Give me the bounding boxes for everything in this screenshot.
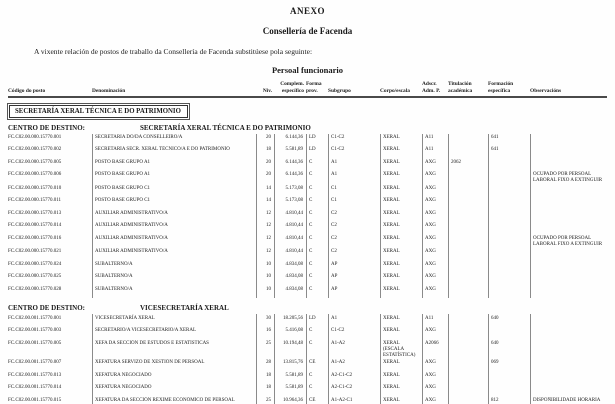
cell-denominacion: AUXILIAR ADMINISTRATIVO/A <box>92 235 256 248</box>
cell-niv: 16 <box>256 327 274 340</box>
section-box-header: SECRETARÍA XERAL TÉCNICA E DO PATRIMONIO <box>9 105 188 118</box>
cell-denominacion: SUBALTERNO/A <box>92 286 256 299</box>
header-subgrupo: Subgrupo <box>328 87 351 94</box>
cell-adscr: AXG <box>422 222 448 235</box>
cell-adscr: AXG <box>422 184 448 197</box>
table-row <box>8 248 607 261</box>
table-row <box>8 235 607 248</box>
cell-formacion: 812 <box>488 397 530 404</box>
cell-observacions <box>530 210 607 223</box>
table-row <box>8 171 607 184</box>
header-complem: Complem. específico <box>280 81 304 94</box>
table-row <box>8 359 607 372</box>
cell-titulacion <box>448 397 488 404</box>
cell-titulacion <box>448 261 488 274</box>
table-row <box>8 286 607 299</box>
cell-denominacion: XEFATURA SERVIZO DE XESTIÓN DE PERSOAL <box>92 359 256 372</box>
centro-name: VICESECRETARÍA XERAL <box>140 304 229 313</box>
table-row <box>8 384 607 397</box>
cell-titulacion <box>448 314 488 327</box>
cell-forma: C <box>306 340 328 359</box>
cell-niv: 25 <box>256 340 274 359</box>
cell-forma: CE <box>306 359 328 372</box>
cell-forma: C <box>306 235 328 248</box>
cell-formacion <box>488 273 530 286</box>
cell-corpo: XERAL <box>380 222 422 235</box>
cell-codigo: FC.C02.00.000.15770.016 <box>8 236 62 242</box>
cell-forma: C <box>306 184 328 197</box>
cell-observacions <box>530 261 607 274</box>
cell-complem: 10.964,36 <box>274 397 306 404</box>
cell-corpo: XERAL <box>380 171 422 184</box>
cell-observacions <box>530 273 607 286</box>
table-header <box>8 81 607 98</box>
cell-forma: C <box>306 273 328 286</box>
cell-denominacion: XEFATURA NEGOCIADO <box>92 384 256 397</box>
header-formacion: Formación específica <box>488 81 514 94</box>
cell-niv: 18 <box>256 384 274 397</box>
personnel-section-title: Persoal funcionario <box>271 65 344 75</box>
centro-label: CENTRO DE DESTINO: <box>8 123 86 132</box>
cell-formacion <box>488 327 530 340</box>
header-denominacion: Denominación <box>92 87 126 94</box>
cell-titulacion <box>448 340 488 359</box>
cell-denominacion: AUXILIAR ADMINISTRATIVO/A <box>92 222 256 235</box>
cell-titulacion <box>448 235 488 248</box>
table-row <box>8 134 607 147</box>
cell-denominacion: POSTO BASE GRUPO C1 <box>92 197 256 210</box>
table-row <box>8 340 607 359</box>
cell-forma: LD <box>306 146 328 159</box>
cell-denominacion: POSTO BASE GRUPO C1 <box>92 184 256 197</box>
cell-denominacion: SUBALTERNO/A <box>92 261 256 274</box>
cell-titulacion <box>448 384 488 397</box>
cell-titulacion <box>448 184 488 197</box>
cell-codigo: FC.C02.00.001.15770.013 <box>8 372 62 378</box>
cell-corpo: XERAL <box>380 273 422 286</box>
section-vicesecretaria-xeral <box>8 304 607 404</box>
cell-formacion <box>488 286 530 299</box>
header-forma: Forma prov. <box>306 81 322 94</box>
cell-formacion <box>488 261 530 274</box>
cell-formacion: 641 <box>488 146 530 159</box>
cell-codigo: FC.C02.00.000.15770.002 <box>8 147 62 153</box>
cell-corpo: XERAL <box>380 235 422 248</box>
cell-niv: 14 <box>256 197 274 210</box>
centro-label: CENTRO DE DESTINO: <box>8 304 86 313</box>
cell-subgrupo: AP <box>328 273 380 286</box>
cell-niv: 20 <box>256 134 274 147</box>
cell-complem: 4.810,44 <box>274 235 306 248</box>
cell-adscr: AXG <box>422 286 448 299</box>
cell-titulacion <box>448 146 488 159</box>
cell-complem: 5.581,89 <box>274 371 306 384</box>
cell-niv: 28 <box>256 359 274 372</box>
cell-subgrupo: A1 <box>328 171 380 184</box>
cell-adscr: A2066 <box>422 340 448 359</box>
cell-formacion: 069 <box>488 359 530 372</box>
cell-adscr: AXG <box>422 371 448 384</box>
cell-codigo: FC.C02.00.000.15770.014 <box>8 223 62 229</box>
cell-corpo: XERAL (ESCALA ESTATÍSTICA) <box>380 340 422 359</box>
cell-forma: CE <box>306 397 328 404</box>
cell-niv: 10 <box>256 273 274 286</box>
cell-titulacion <box>448 248 488 261</box>
cell-niv: 10 <box>256 286 274 299</box>
cell-formacion <box>488 210 530 223</box>
cell-niv: 20 <box>256 171 274 184</box>
cell-complem: 4.810,44 <box>274 210 306 223</box>
cell-adscr: AXG <box>422 397 448 404</box>
table-row <box>8 397 607 404</box>
cell-corpo: XERAL <box>380 248 422 261</box>
cell-complem: 4.810,44 <box>274 248 306 261</box>
table-row <box>8 261 607 274</box>
cell-adscr: A11 <box>422 134 448 147</box>
cell-codigo: FC.C02.00.000.15770.024 <box>8 261 62 267</box>
cell-observacions <box>530 197 607 210</box>
cell-subgrupo: C2 <box>328 248 380 261</box>
cell-subgrupo: C2 <box>328 210 380 223</box>
cell-formacion <box>488 235 530 248</box>
cell-subgrupo: C2 <box>328 235 380 248</box>
cell-denominacion: SECRETARIA DO/DA CONSELLEIRO/A <box>92 134 256 147</box>
centro-de-destino-row <box>8 124 607 132</box>
cell-codigo: FC.C02.00.000.15770.021 <box>8 249 62 255</box>
cell-subgrupo: AP <box>328 261 380 274</box>
table-row <box>8 314 607 327</box>
cell-corpo: XERAL <box>380 146 422 159</box>
cell-complem: 4.810,44 <box>274 222 306 235</box>
cell-complem: 6.144,36 <box>274 134 306 147</box>
cell-codigo: FC.C02.00.001.15770.005 <box>8 340 62 346</box>
cell-observacions <box>530 222 607 235</box>
cell-titulacion <box>448 359 488 372</box>
cell-formacion <box>488 248 530 261</box>
section-secretaria-xeral <box>8 124 607 299</box>
cell-observacions <box>530 314 607 327</box>
cell-titulacion <box>448 371 488 384</box>
cell-denominacion: SECRETARIO/A VICESECRETARIO/A XERAL <box>92 327 256 340</box>
table-row <box>8 197 607 210</box>
cell-corpo: XERAL <box>380 210 422 223</box>
cell-formacion <box>488 222 530 235</box>
cell-titulacion <box>448 210 488 223</box>
cell-forma: C <box>306 248 328 261</box>
cell-niv: 14 <box>256 184 274 197</box>
cell-denominacion: AUXILIAR ADMINISTRATIVO/A <box>92 248 256 261</box>
cell-codigo: FC.C02.00.001.15770.014 <box>8 385 62 391</box>
header-corpo: Corpo/escala <box>380 87 410 94</box>
cell-formacion: 640 <box>488 340 530 359</box>
cell-observacions <box>530 248 607 261</box>
table-rows-section-2 <box>8 314 607 404</box>
cell-complem: 5.416,08 <box>274 327 306 340</box>
cell-forma: C <box>306 222 328 235</box>
table-row <box>8 327 607 340</box>
cell-codigo: FC.C02.00.000.15770.001 <box>8 134 62 140</box>
cell-corpo: XERAL <box>380 184 422 197</box>
cell-adscr: AXG <box>422 159 448 172</box>
cell-observacions: OCUPADO POR PERSOAL LABORAL FIXO A EXTINGUIR <box>530 235 607 248</box>
cell-codigo: FC.C02.00.000.15770.006 <box>8 172 62 178</box>
cell-forma: LD <box>306 134 328 147</box>
cell-complem: 5.173,08 <box>274 197 306 210</box>
cell-complem: 13.815,76 <box>274 359 306 372</box>
cell-complem: 4.834,08 <box>274 273 306 286</box>
cell-titulacion <box>448 197 488 210</box>
cell-adscr: AXG <box>422 210 448 223</box>
cell-titulacion <box>448 286 488 299</box>
cell-observacions <box>530 340 607 359</box>
header-codigo: Código do posto <box>8 87 46 94</box>
cell-forma: C <box>306 286 328 299</box>
cell-subgrupo: A1 <box>328 314 380 327</box>
header-titulacion: Titulación académica <box>448 81 473 94</box>
cell-adscr: AXG <box>422 273 448 286</box>
cell-niv: 12 <box>256 235 274 248</box>
cell-observacions <box>530 184 607 197</box>
cell-adscr: AXG <box>422 171 448 184</box>
cell-formacion <box>488 384 530 397</box>
cell-forma: C <box>306 197 328 210</box>
cell-complem: 18.205,56 <box>274 314 306 327</box>
cell-codigo: FC.C02.00.000.15770.025 <box>8 274 62 280</box>
header-observacions: Observacións <box>530 87 562 94</box>
cell-adscr: A11 <box>422 146 448 159</box>
cell-complem: 10.194,48 <box>274 340 306 359</box>
cell-observacions <box>530 327 607 340</box>
cell-denominacion: AUXILIAR ADMINISTRATIVO/A <box>92 210 256 223</box>
cell-subgrupo: A2-C1-C2 <box>328 384 380 397</box>
cell-niv: 25 <box>256 397 274 404</box>
cell-adscr: AXG <box>422 327 448 340</box>
cell-corpo: XERAL <box>380 286 422 299</box>
cell-titulacion <box>448 273 488 286</box>
cell-adscr: AXG <box>422 359 448 372</box>
table-row <box>8 159 607 172</box>
cell-codigo: FC.C02.00.000.15770.010 <box>8 185 62 191</box>
cell-subgrupo: C1-C2 <box>328 134 380 147</box>
cell-formacion <box>488 159 530 172</box>
intro-text: A vixente relación de postos de traballo da Consellería de Facenda substitúese pola seguinte: <box>34 47 313 56</box>
cell-subgrupo: C1 <box>328 184 380 197</box>
cell-codigo: FC.C02.00.001.15770.003 <box>8 328 62 334</box>
cell-complem: 6.144,36 <box>274 171 306 184</box>
cell-observacions <box>530 134 607 147</box>
cell-codigo: FC.C02.00.000.15770.028 <box>8 287 62 292</box>
cell-corpo: XERAL <box>380 384 422 397</box>
cell-subgrupo: A2-C1-C2 <box>328 371 380 384</box>
cell-formacion <box>488 184 530 197</box>
cell-codigo: FC.C02.00.001.15770.015 <box>8 397 62 403</box>
table-row <box>8 371 607 384</box>
cell-observacions <box>530 286 607 299</box>
cell-corpo: XERAL <box>380 371 422 384</box>
cell-observacions <box>530 371 607 384</box>
cell-subgrupo: A1-A2 <box>328 340 380 359</box>
cell-niv: 12 <box>256 222 274 235</box>
cell-corpo: XERAL <box>380 314 422 327</box>
cell-subgrupo: A1 <box>328 159 380 172</box>
cell-adscr: AXG <box>422 261 448 274</box>
cell-observacions: DISPOÑIBILIDADE HORARIA <box>530 397 607 404</box>
cell-subgrupo: A1-A2-C1 <box>328 397 380 404</box>
centro-de-destino-row <box>8 304 607 312</box>
cell-forma: C <box>306 327 328 340</box>
document-title: ANEXO <box>289 6 325 16</box>
cell-forma: C <box>306 210 328 223</box>
cell-niv: 12 <box>256 210 274 223</box>
cell-forma: C <box>306 159 328 172</box>
cell-forma: C <box>306 384 328 397</box>
cell-niv: 20 <box>256 159 274 172</box>
cell-denominacion: XEFA DA SECCIÓN DE ESTUDOS E ESTATÍSTICAS <box>92 340 256 359</box>
header-adscr: Adscr. Adm. P. <box>422 81 441 94</box>
cell-observacions <box>530 359 607 372</box>
cell-denominacion: XEFATURA NEGOCIADO <box>92 371 256 384</box>
cell-formacion: 641 <box>488 134 530 147</box>
cell-observacions: OCUPADO POR PERSOAL LABORAL FIXO A EXTINGUIR <box>530 171 607 184</box>
cell-forma: C <box>306 171 328 184</box>
cell-forma: C <box>306 371 328 384</box>
cell-corpo: XERAL <box>380 261 422 274</box>
cell-adscr: AXG <box>422 235 448 248</box>
table-row <box>8 273 607 286</box>
cell-corpo: XERAL <box>380 134 422 147</box>
cell-niv: 18 <box>256 371 274 384</box>
cell-codigo: FC.C02.00.001.15770.007 <box>8 359 62 365</box>
cell-subgrupo: AP <box>328 286 380 299</box>
cell-formacion <box>488 171 530 184</box>
cell-niv: 12 <box>256 248 274 261</box>
cell-corpo: XERAL <box>380 327 422 340</box>
cell-corpo: XERAL <box>380 197 422 210</box>
cell-denominacion: SECRETARÍA SECR. XERAL TÉCNICO/A E DO PATRIMONIO <box>92 146 256 159</box>
cell-denominacion: VICESECRETARÍA XERAL <box>92 314 256 327</box>
department-title: Consellería de Facenda <box>262 26 353 36</box>
table-row <box>8 210 607 223</box>
table-row <box>8 146 607 159</box>
cell-complem: 6.144,36 <box>274 159 306 172</box>
cell-subgrupo: C1-C2 <box>328 327 380 340</box>
cell-niv: 30 <box>256 314 274 327</box>
cell-adscr: AXG <box>422 384 448 397</box>
cell-denominacion: SUBALTERNO/A <box>92 273 256 286</box>
cell-adscr: A11 <box>422 314 448 327</box>
cell-formacion: 640 <box>488 314 530 327</box>
cell-adscr: AXG <box>422 197 448 210</box>
cell-subgrupo: C1 <box>328 197 380 210</box>
cell-subgrupo: A1-A2 <box>328 359 380 372</box>
cell-niv: 18 <box>256 146 274 159</box>
cell-corpo: XERAL <box>380 159 422 172</box>
cell-observacions <box>530 146 607 159</box>
cell-subgrupo: C1-C2 <box>328 146 380 159</box>
table-row <box>8 222 607 235</box>
cell-complem: 5.581,89 <box>274 384 306 397</box>
centro-name: SECRETARÍA XERAL TÉCNICA E DO PATRIMONIO <box>140 123 311 132</box>
cell-corpo: XERAL <box>380 359 422 372</box>
table-rows-section-1 <box>8 134 607 299</box>
cell-formacion <box>488 197 530 210</box>
header-niv: Niv. <box>262 87 272 94</box>
cell-observacions <box>530 384 607 397</box>
cell-complem: 5.581,89 <box>274 146 306 159</box>
cell-codigo: FC.C02.00.000.15770.013 <box>8 210 62 216</box>
cell-denominacion: POSTO BASE GRUPO A1 <box>92 171 256 184</box>
cell-titulacion <box>448 134 488 147</box>
cell-adscr: AXG <box>422 248 448 261</box>
cell-denominacion: POSTO BASE GRUPO A1 <box>92 159 256 172</box>
cell-subgrupo: C2 <box>328 222 380 235</box>
cell-forma: C <box>306 261 328 274</box>
cell-codigo: FC.C02.00.000.15770.005 <box>8 159 62 165</box>
cell-formacion <box>488 371 530 384</box>
cell-titulacion <box>448 171 488 184</box>
cell-complem: 4.834,08 <box>274 261 306 274</box>
cell-codigo: FC.C02.00.001.15770.001 <box>8 315 62 321</box>
cell-observacions <box>530 159 607 172</box>
cell-codigo: FC.C02.00.000.15770.011 <box>8 198 62 204</box>
cell-titulacion: 2062 <box>448 159 488 172</box>
table-row <box>8 184 607 197</box>
cell-titulacion <box>448 327 488 340</box>
cell-complem: 5.173,08 <box>274 184 306 197</box>
cell-forma: LD <box>306 314 328 327</box>
cell-corpo: XERAL <box>380 397 422 404</box>
cell-denominacion: XEFATURA DA SECCIÓN RÉXIME ECONÓMICO DE PERSOAL <box>92 397 256 404</box>
cell-complem: 4.834,08 <box>274 286 306 299</box>
cell-niv: 10 <box>256 261 274 274</box>
cell-titulacion <box>448 222 488 235</box>
